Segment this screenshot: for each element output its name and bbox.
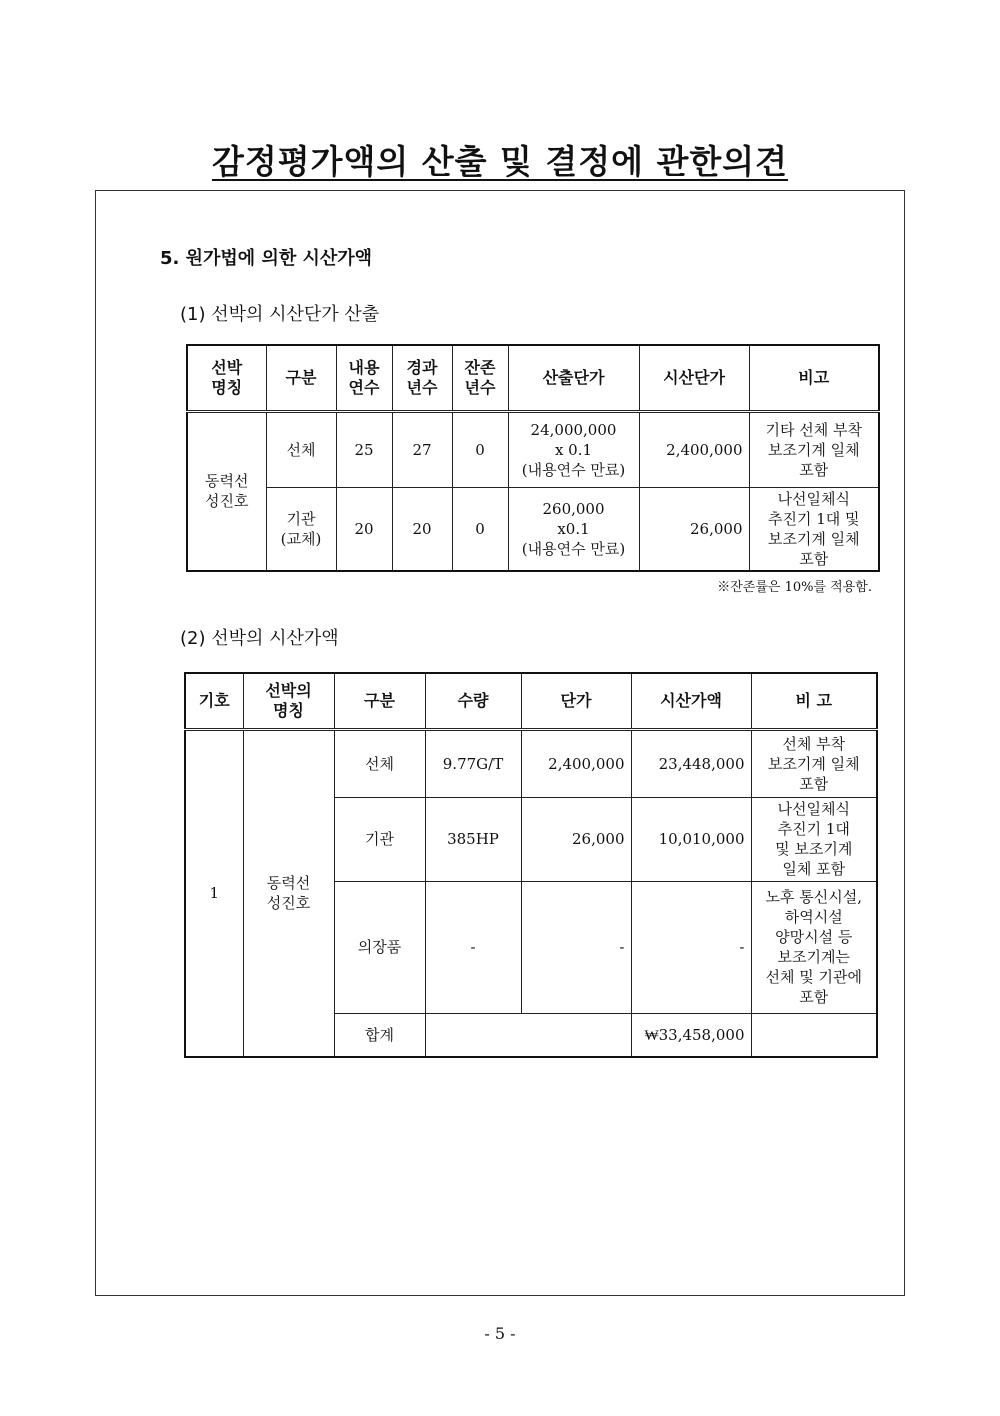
table-row	[187, 487, 879, 571]
t1-unit-price: 2,400,000	[639, 411, 749, 487]
t2-unit-price: 26,000	[521, 797, 631, 881]
t1-remaining: 0	[452, 411, 508, 487]
t2-header-qty: 수량	[425, 673, 521, 729]
t2-header-value: 시산가액	[631, 673, 751, 729]
t2-category: 의장품	[334, 881, 425, 1013]
t2-value: -	[631, 881, 751, 1013]
unit-price-table	[186, 344, 880, 572]
t2-total-blank	[425, 1013, 631, 1057]
page-number: - 5 -	[484, 1324, 516, 1343]
t1-calc: 260,000 x0.1 (내용연수 만료)	[508, 487, 639, 571]
table2-header-row	[185, 673, 877, 729]
t1-vessel-name: 동력선 성진호	[187, 411, 266, 571]
table-row	[185, 729, 877, 797]
t2-header-unit-price: 단가	[521, 673, 631, 729]
t2-value: 10,010,000	[631, 797, 751, 881]
t1-remark: 기타 선체 부착 보조기계 일체 포함	[749, 411, 879, 487]
t2-qty: -	[425, 881, 521, 1013]
t2-header-symbol: 기호	[185, 673, 243, 729]
trial-value-table	[184, 672, 878, 1058]
t2-remark: 나선일체식 추진기 1대 및 보조기계 일체 포함	[751, 797, 877, 881]
t2-category: 선체	[334, 729, 425, 797]
t1-remark: 나선일체식 추진기 1대 및 보조기계 일체 포함	[749, 487, 879, 571]
t1-header-vessel: 선박 명칭	[187, 345, 266, 411]
t2-remark: 선체 부착 보조기계 일체 포함	[751, 729, 877, 797]
page-title	[0, 136, 1000, 183]
residual-rate-note: ※잔존률은 10%를 적용함.	[717, 580, 872, 595]
t2-symbol: 1	[185, 729, 243, 1057]
table2-heading: (2) 선박의 시산가액	[180, 628, 339, 649]
t1-header-useful-life: 내용 연수	[336, 345, 392, 411]
t2-total-label: 합계	[334, 1013, 425, 1057]
t1-elapsed: 27	[392, 411, 452, 487]
t2-total-value: ₩33,458,000	[631, 1013, 751, 1057]
page-title-text: 감정평가액의 산출 및 결정에 관한의견	[211, 142, 788, 181]
t2-qty: 9.77G/T	[425, 729, 521, 797]
t2-qty: 385HP	[425, 797, 521, 881]
t1-remaining: 0	[452, 487, 508, 571]
table-row	[187, 411, 879, 487]
t2-remark: 노후 통신시설, 하역시설 양망시설 등 보조기계는 선체 및 기관에 포함	[751, 881, 877, 1013]
t1-header-unit-price: 시산단가	[639, 345, 749, 411]
t2-category: 기관	[334, 797, 425, 881]
t1-header-elapsed: 경과 년수	[392, 345, 452, 411]
t1-category: 선체	[266, 411, 336, 487]
t1-header-remaining: 잔존 년수	[452, 345, 508, 411]
t1-header-category: 구분	[266, 345, 336, 411]
t1-calc: 24,000,000 x 0.1 (내용연수 만료)	[508, 411, 639, 487]
t2-header-category: 구분	[334, 673, 425, 729]
t2-value: 23,448,000	[631, 729, 751, 797]
t2-vessel-name: 동력선 성진호	[243, 729, 334, 1057]
t1-useful-life: 25	[336, 411, 392, 487]
t1-header-remark: 비고	[749, 345, 879, 411]
t1-unit-price: 26,000	[639, 487, 749, 571]
t2-total-remark	[751, 1013, 877, 1057]
table1-header-row	[187, 345, 879, 411]
t2-header-vessel: 선박의 명칭	[243, 673, 334, 729]
t1-elapsed: 20	[392, 487, 452, 571]
t2-header-remark: 비 고	[751, 673, 877, 729]
section-heading: 5. 원가법에 의한 시산가액	[160, 248, 373, 269]
t2-unit-price: -	[521, 881, 631, 1013]
table1-heading: (1) 선박의 시산단가 산출	[180, 304, 380, 325]
t1-useful-life: 20	[336, 487, 392, 571]
t1-category: 기관 (교체)	[266, 487, 336, 571]
t2-unit-price: 2,400,000	[521, 729, 631, 797]
t1-header-calc: 산출단가	[508, 345, 639, 411]
